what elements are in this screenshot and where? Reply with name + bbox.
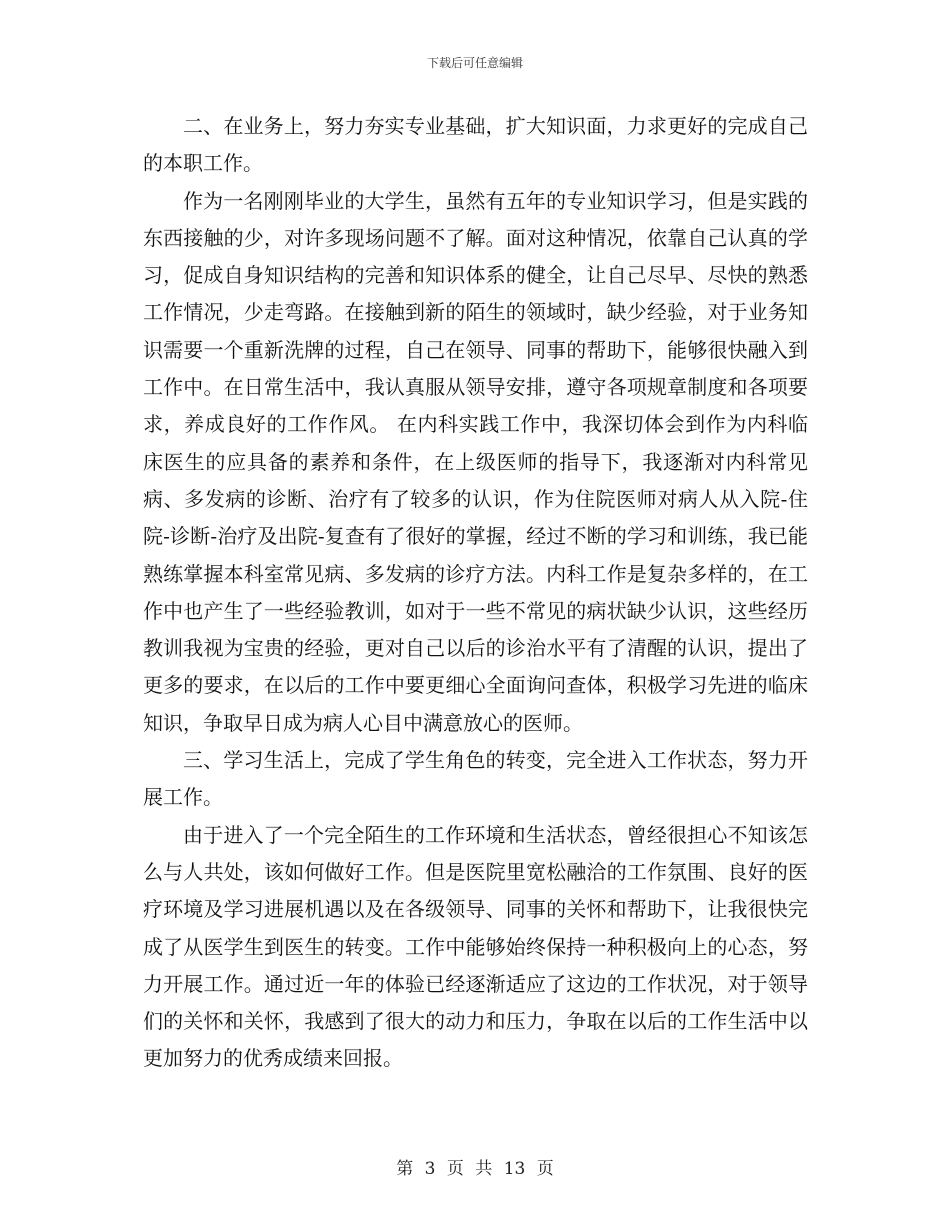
paragraph-work-experience: 作为一名刚刚毕业的大学生，虽然有五年的专业知识学习，但是实践的东西接触的少，对许多现场问题不了解。面对这种情况，依靠自己认真的学习，促成自身知识结构的完善和知识体系的健全，让自己尽早、尽快的熟悉工作情况，少走弯路。在接触到新的陌生的领域时，缺少经验，对于业务知识需要一个重新洗牌的过程，自己在领导、同事的帮助下，能够很快融入到工作中。在日常生活中，我认真服从领导安排，遵守各项规章制度和各项要求，养成良好的工作作风。 在内科实践工作中，我深切体会到作为内科临床医生的应具备的素养和条件，在上级医师的指导下，我逐渐对内科常见病、多发病的诊断、治疗有了较多的认识，作为住院医师对病人从入院-住院-诊断-治疗及出院-复查有了很好的掌握，经过不断的学习和训练，我已能熟练掌握本科室常见病、多发病的诊疗方法。内科工作是复杂多样的，在工作中也产生了一些经验教训，如对于一些不常见的病状缺少认识，这些经历教训我视为宝贵的经验，更对自己以后的诊治水平有了清醒的认识，提出了更多的要求，在以后的工作中要更细心全面询问查体，积极学习先进的临床知识，争取早日成为病人心目中满意放心的医师。	[143, 188, 808, 735]
document-body	[143, 108, 808, 1078]
paragraph-section-three-heading: 三、学习生活上，完成了学生角色的转变，完全进入工作状态，努力开展工作。	[143, 748, 808, 810]
page-number-footer: 第 3 页 共 13 页	[396, 1159, 554, 1179]
page-header: 下载后可任意编辑	[426, 56, 523, 70]
paragraph-section-two-heading: 二、在业务上，努力夯实专业基础，扩大知识面，力求更好的完成自己的本职工作。	[143, 114, 808, 176]
paragraph-life-adaptation: 由于进入了一个完全陌生的工作环境和生活状态，曾经很担心不知该怎么与人共处，该如何做好工作。但是医院里宽松融洽的工作氛围、良好的医疗环境及学习进展机遇以及在各级领导、同事的关怀和帮助下，让我很快完成了从医学生到医生的转变。工作中能够始终保持一种积极向上的心态，努力开展工作。通过近一年的体验已经逐渐适应了这边的工作状况，对于领导们的关怀和关怀，我感到了很大的动力和压力，争取在以后的工作生活中以更加努力的优秀成绩来回报。	[143, 822, 808, 1071]
